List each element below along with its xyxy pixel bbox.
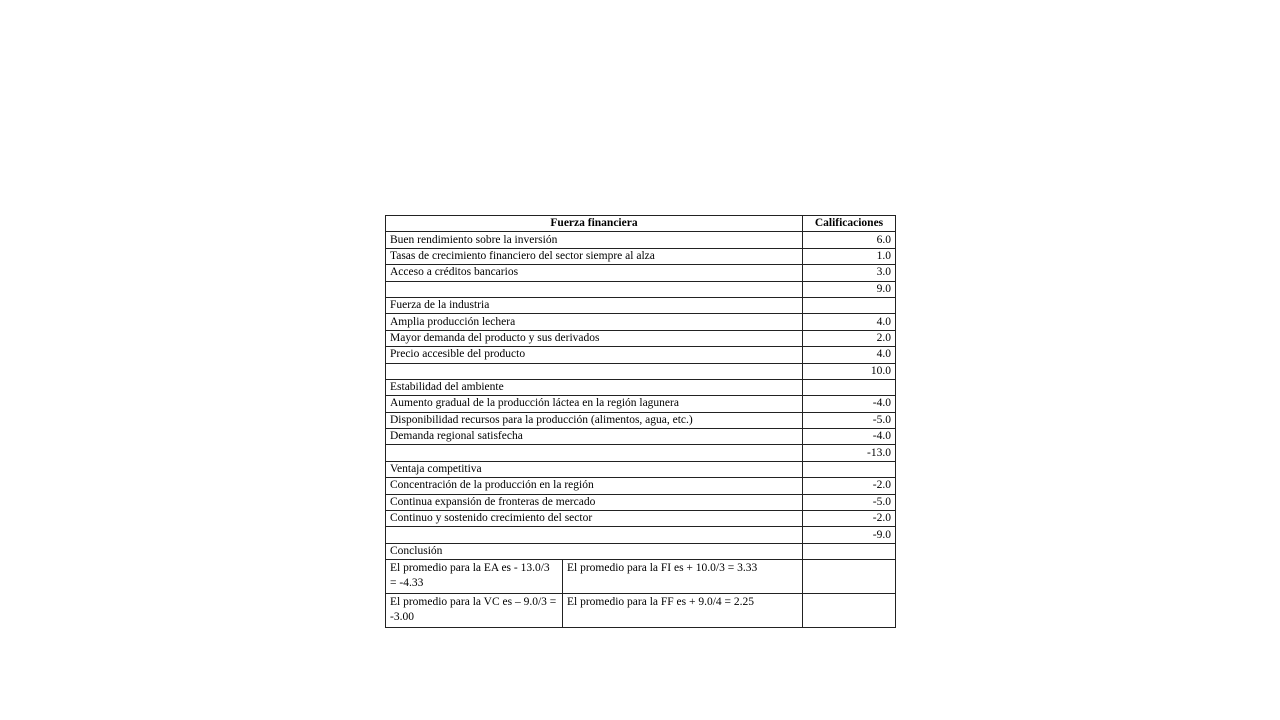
factor-score: 4.0 [803, 347, 896, 363]
empty-cell [803, 543, 896, 559]
empty-cell [803, 461, 896, 477]
header-score: Calificaciones [803, 216, 896, 232]
table-row [386, 511, 896, 527]
section-title: Fuerza de la industria [386, 297, 803, 313]
section-total: -9.0 [803, 527, 896, 543]
subtotal-row [386, 527, 896, 543]
factor-label: Continuo y sostenido crecimiento del sector [386, 511, 803, 527]
conclusion-left: El promedio para la VC es – 9.0/3 = -3.00 [386, 594, 563, 628]
factor-score: -2.0 [803, 478, 896, 494]
table-row [386, 478, 896, 494]
section-total: 10.0 [803, 363, 896, 379]
section-title-row [386, 461, 896, 477]
table-row [386, 429, 896, 445]
factor-label: Disponibilidad recursos para la producción (alimentos, agua, etc.) [386, 412, 803, 428]
conclusion-title-row [386, 543, 896, 559]
empty-cell [803, 560, 896, 594]
factor-label: Mayor demanda del producto y sus derivados [386, 330, 803, 346]
empty-cell [386, 527, 803, 543]
factor-score: -5.0 [803, 412, 896, 428]
factor-label: Buen rendimiento sobre la inversión [386, 232, 803, 248]
table-row [386, 494, 896, 510]
factor-label: Aumento gradual de la producción láctea en la región lagunera [386, 396, 803, 412]
empty-cell [803, 594, 896, 628]
evaluation-table [385, 215, 896, 628]
factor-label: Continua expansión de fronteras de mercado [386, 494, 803, 510]
table-row [386, 396, 896, 412]
factor-label: Acceso a créditos bancarios [386, 265, 803, 281]
conclusion-right: El promedio para la FF es + 9.0/4 = 2.25 [563, 594, 803, 628]
factor-score: 3.0 [803, 265, 896, 281]
empty-cell [386, 445, 803, 461]
conclusion-left: El promedio para la EA es - 13.0/3 = -4.33 [386, 560, 563, 594]
section-total: -13.0 [803, 445, 896, 461]
subtotal-row [386, 445, 896, 461]
factor-score: 4.0 [803, 314, 896, 330]
empty-cell [386, 281, 803, 297]
empty-cell [803, 379, 896, 395]
conclusion-title: Conclusión [386, 543, 803, 559]
table-row [386, 265, 896, 281]
section-title-row [386, 379, 896, 395]
table-row [386, 314, 896, 330]
factor-score: -4.0 [803, 429, 896, 445]
factor-score: 1.0 [803, 248, 896, 264]
factor-label: Concentración de la producción en la región [386, 478, 803, 494]
conclusion-row [386, 560, 896, 594]
section-total: 9.0 [803, 281, 896, 297]
section-title: Ventaja competitiva [386, 461, 803, 477]
table-row [386, 347, 896, 363]
factor-score: -4.0 [803, 396, 896, 412]
section-title-row [386, 297, 896, 313]
factor-score: 6.0 [803, 232, 896, 248]
factor-label: Precio accesible del producto [386, 347, 803, 363]
factor-label: Amplia producción lechera [386, 314, 803, 330]
subtotal-row [386, 363, 896, 379]
subtotal-row [386, 281, 896, 297]
empty-cell [386, 363, 803, 379]
conclusion-row [386, 594, 896, 628]
table-row [386, 232, 896, 248]
factor-label: Demanda regional satisfecha [386, 429, 803, 445]
empty-cell [803, 297, 896, 313]
factor-score: 2.0 [803, 330, 896, 346]
table-row [386, 248, 896, 264]
factor-label: Tasas de crecimiento financiero del sector siempre al alza [386, 248, 803, 264]
factor-score: -2.0 [803, 511, 896, 527]
conclusion-right: El promedio para la FI es + 10.0/3 = 3.33 [563, 560, 803, 594]
header-row [386, 216, 896, 232]
table-row [386, 412, 896, 428]
section-title: Estabilidad del ambiente [386, 379, 803, 395]
factor-score: -5.0 [803, 494, 896, 510]
table-row [386, 330, 896, 346]
header-factor: Fuerza financiera [386, 216, 803, 232]
